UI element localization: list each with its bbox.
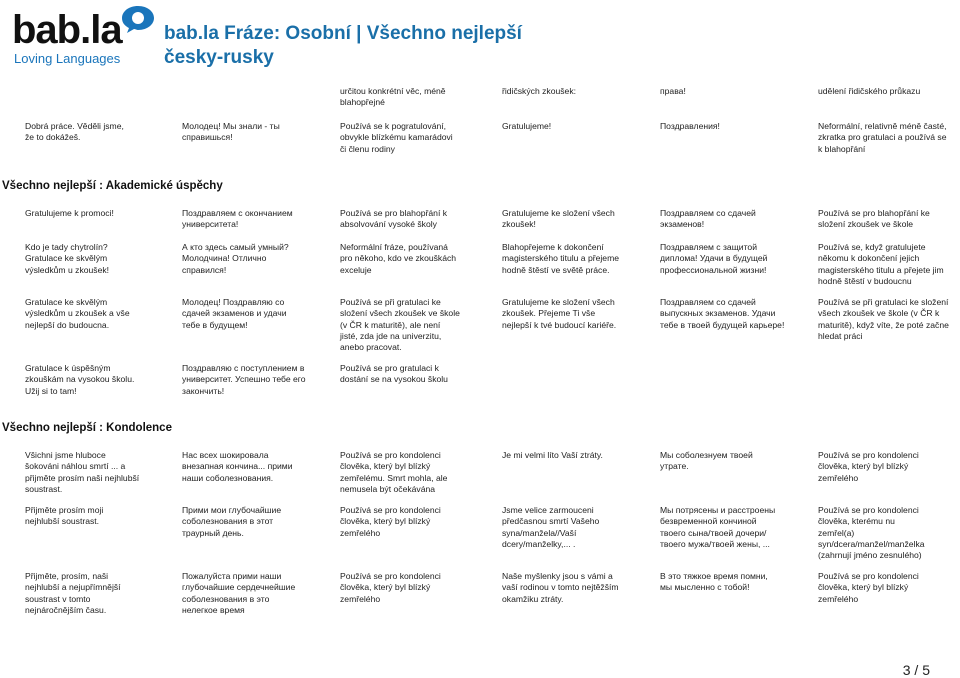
phrase-usage: Používá se pro kondolenci člověka, který byl blízký zemřelého [818, 450, 919, 483]
phrase-russian: Мы потрясены и расстроены безвременной кончиной твоего сына/твоей дочери/твоего мужа/твоей жены, ... [660, 505, 776, 549]
phrase-usage: Používá se pro blahopřání ke složení zkoušek ve škole [818, 208, 930, 230]
phrase-russian: Поздравляем со сдачей экзаменов! [660, 208, 756, 230]
phrase-russian: права! [660, 86, 686, 96]
phrase-russian: Прими мои глубочайшие соболезнования в этот траурный день. [182, 505, 282, 538]
phrase-czech: Dobrá práce. Věděli jsme, že to dokážeš. [25, 121, 124, 143]
phrase-russian: Молодец! Поздравляю со сдачей экзаменов и удачи тебе в будущем! [182, 297, 287, 330]
phrase-russian: Поздравляем с окончанием университета! [182, 208, 293, 230]
phrase-usage: Používá se při gratulaci ke složení všech zkoušek ve škole (v ČR k maturitě), když víte, že poté začne hledat práci [818, 297, 949, 341]
phrase-czech: Blahopřejeme k dokončení magisterského titulu a přejeme hodně štěstí ve světě práce. [502, 242, 620, 275]
phrase-czech: Gratulace ke skvělým výsledkům u zkoušek a vše nejlepší do budoucna. [25, 297, 130, 330]
phrase-russian: А кто здесь самый умный? Молодчина! Отлично справился! [182, 242, 289, 275]
phrase-czech: Gratulujeme ke složení všech zkoušek. Přejeme Ti vše nejlepší k tvé budoucí kariéře. [502, 297, 617, 330]
phrase-usage: Používá se pro kondolenci člověka, který byl blízký zemřelého [340, 571, 441, 604]
phrase-usage: Používá se, když gratulujete někomu k dokončení jejich magisterského titulu a přejete jim hodně štěstí v budoucnu [818, 242, 944, 286]
phrase-usage: Používá se k pogratulování, obvykle blízkému kamarádovi či členu rodiny [340, 121, 453, 154]
phrase-russian: Поздравляю с поступлением в университет. Успешно тебе его закончить! [182, 363, 306, 396]
phrase-russian: Молодец! Мы знали - ты справишься! [182, 121, 280, 143]
phrase-usage: Používá se pro gratulaci k dostání se na vysokou školu [340, 363, 448, 385]
phrase-czech: Všichni jsme hluboce šokováni náhlou smrtí ... a přijměte prosím naši nejhlubší soustrast. [25, 450, 140, 494]
phrase-czech: Přijměte prosím moji nejhlubší soustrast. [25, 505, 104, 527]
phrase-czech: Jsme velice zarmouceni předčasnou smrtí Vašeho syna/manžela//Vaší dcery/manželky,... . [502, 505, 600, 549]
phrase-usage: Používá se pro kondolenci člověka, kterému nu zemřel(a) syn/dcera/manžel/manželka (zahrnují jméno zesnulého) [818, 505, 925, 561]
phrase-czech: Je mi velmi líto Vaší ztráty. [502, 450, 603, 460]
title-line-2: česky-rusky [164, 47, 274, 68]
phrase-czech: Kdo je tady chytrolín? Gratulace ke skvělým výsledkům u zkoušek! [25, 242, 110, 275]
phrase-usage: Neformální fráze, používaná pro někoho, kdo ve zkouškách exceluje [340, 242, 457, 275]
phrase-usage: určitou konkrétní věc, méně blahopřejné [340, 86, 446, 108]
phrase-usage: Používá se pro kondolenci člověka, který byl blízký zemřelému. Smrt mohla, ale nemusela být očekávána [340, 450, 448, 494]
section-heading: Všechno nejlepší : Kondolence [2, 422, 172, 434]
phrase-usage: Používá se pro blahopřání k absolvování vysoké školy [340, 208, 448, 230]
phrase-usage: Používá se při gratulaci ke složení všech zkoušek ve škole (v ČR k maturitě), ale není jisté, zda jde na univerzitu, anebo pracovat. [340, 297, 460, 353]
section-heading: Všechno nejlepší : Akademické úspěchy [2, 180, 223, 192]
phrase-russian: В это тяжкое время помни, мы мысленно с тобой! [660, 571, 768, 593]
phrase-russian: Мы соболезнуем твоей утрате. [660, 450, 753, 472]
page-number: 3 / 5 [902, 662, 930, 678]
phrase-czech: Přijměte, prosím, naši nejhlubší a nejupřímnější soustrast v tomto nejnáročnějším času. [25, 571, 121, 615]
phrase-usage: Používá se pro kondolenci člověka, který byl blízký zemřelého [818, 571, 919, 604]
logo-text: bab.la [12, 8, 122, 52]
phrase-czech: Naše myšlenky jsou s vámi a vaší rodinou v tomto nejtěžším okamžiku ztráty. [502, 571, 619, 604]
phrase-czech: Gratulujeme! [502, 121, 552, 131]
title-line-1: bab.la Fráze: Osobní | Všechno nejlepší [164, 23, 522, 44]
phrase-usage: Neformální, relativně méně časté, zkratka pro gratulaci a používá se k blahopřání [818, 121, 947, 154]
phrase-usage: Používá se pro kondolenci člověka, který byl blízký zemřelého [340, 505, 441, 538]
phrase-russian: Поздравляем с защитой диплома! Удачи в будущей профессиональной жизни! [660, 242, 768, 275]
phrase-russian: Поздравления! [660, 121, 720, 131]
speech-bubble-icon [120, 4, 156, 34]
bab-la-logo[interactable] [12, 6, 152, 66]
phrase-czech: Gratulace k úspěšným zkouškám na vysokou školu. Užij si to tam! [25, 363, 135, 396]
phrase-czech: Gratulujeme k promoci! [25, 208, 114, 218]
page-title [164, 22, 522, 70]
phrase-russian: Поздравляем со сдачей выпускных экзаменов. Удачи тебе в твоей будущей карьере! [660, 297, 785, 330]
phrase-czech: Gratulujeme ke složení všech zkoušek! [502, 208, 615, 230]
phrase-usage: udělení řidičského průkazu [818, 86, 921, 96]
phrase-russian: Пожалуйста прими наши глубочайшие сердечнейшие соболезнования в это нелегкое время [182, 571, 296, 615]
logo-tagline: Loving Languages [14, 51, 121, 66]
phrase-czech: řidičských zkoušek: [502, 86, 577, 96]
phrase-russian: Нас всех шокировала внезапная кончина... прими наши соболезнования. [182, 450, 293, 483]
